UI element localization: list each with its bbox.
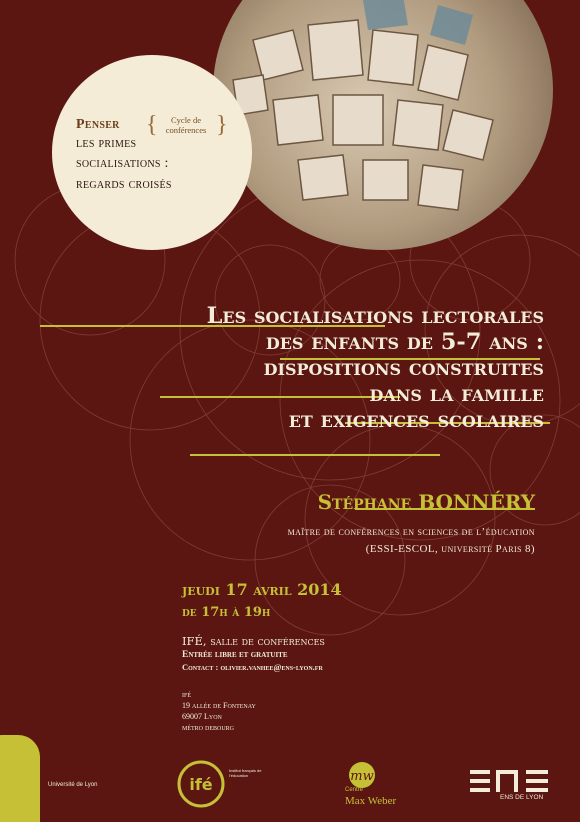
event-contact[interactable]: Contact : olivier.vanhee@ens-lyon.fr xyxy=(182,662,323,672)
address-line-2: 19 allée de Fontenay xyxy=(182,701,256,710)
svg-text:mw: mw xyxy=(350,769,374,784)
title-line-2: des enfants de 5-7 ans : xyxy=(265,329,544,355)
title-line-3: dispositions construites xyxy=(263,355,544,381)
cycle-label-line-1: Cycle de xyxy=(171,115,201,125)
ife-logo-label: Institut français de l’éducation xyxy=(229,768,262,778)
speaker-last-name: BONNÉRY xyxy=(418,490,535,514)
lecture-title xyxy=(24,303,544,433)
title-line-1: Les socialisations lectorales xyxy=(206,303,544,329)
cycle-label-line-2: conférences xyxy=(165,125,207,135)
event-venue: IFÉ, salle de conférences xyxy=(182,634,325,648)
cycle-line-3: socialisations : xyxy=(76,156,169,171)
ens-logo-icon xyxy=(470,770,550,792)
cycle-label xyxy=(157,115,215,135)
svg-text:ifé: ifé xyxy=(189,775,213,794)
cycle-line-4: regards croisés xyxy=(76,177,172,192)
cycle-line-1: Penser xyxy=(76,117,120,132)
brace-close: } xyxy=(216,112,228,138)
event-date: jeudi 17 avril 2014 xyxy=(182,580,342,599)
cycle-circle xyxy=(52,55,252,250)
event-entry: Entrée libre et gratuite xyxy=(182,650,288,660)
title-line-4: dans la famille xyxy=(369,381,544,407)
accent-tab xyxy=(0,735,40,822)
address-line-3: 69007 Lyon xyxy=(182,712,222,721)
cycle-line-2: les primes xyxy=(76,136,137,151)
speaker-role-line-1: maître de conférences en sciences de l’éducation xyxy=(287,526,535,538)
speaker-role-line-2: (ESSI-ESCOL, université Paris 8) xyxy=(365,543,535,555)
brace-open: { xyxy=(146,112,158,138)
univ-lyon-logo: Université de Lyon xyxy=(48,782,98,788)
max-weber-name: Max Weber xyxy=(345,795,397,807)
ife-logo-icon xyxy=(175,758,227,810)
ens-lyon-label: ENS DE LYON xyxy=(500,794,544,801)
address-line-4: métro debourg xyxy=(182,723,235,732)
title-line-5: et exigences scolaires xyxy=(288,407,544,433)
max-weber-logo-icon xyxy=(340,760,384,790)
address-line-1: ifé xyxy=(182,690,191,699)
event-time: de 17h à 19h xyxy=(182,605,271,620)
speaker-first-name: Stéphane xyxy=(317,490,412,514)
max-weber-centre-label: Centre xyxy=(345,787,364,793)
speaker-name xyxy=(318,490,535,514)
